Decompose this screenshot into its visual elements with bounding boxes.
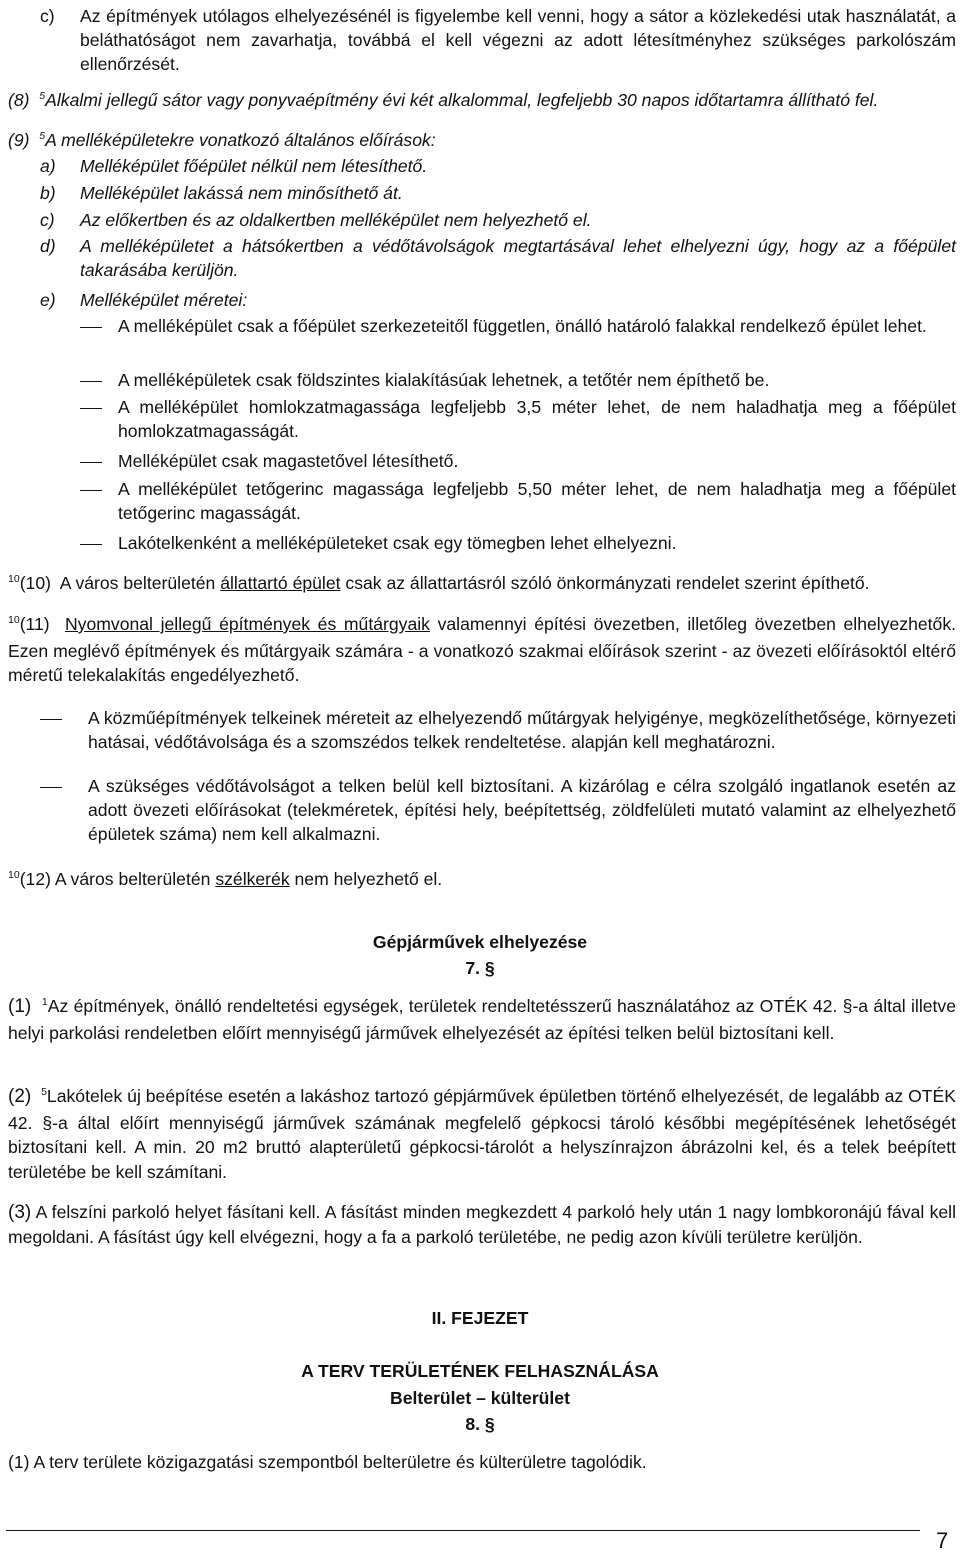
- list-label: b): [40, 183, 56, 203]
- paragraph-text: csak az állattartásról szóló önkormányzati rendelet szerint építhető.: [340, 573, 870, 593]
- chapter-heading: A TERV TERÜLETÉNEK FELHASZNÁLÁSA: [301, 1361, 659, 1381]
- dash-bullet: [80, 490, 102, 491]
- list-item: A szükséges védőtávolságot a telken belül kell biztosítani. A kizárólag e célra szolgáló ingatlanok esetén az adott övezeti előírásokat (telekméretek, építési hely, beépítettség, zöldfelületi mutató valamint az elhelyezhető épületek száma) nem kell alkalmazni.: [88, 776, 956, 845]
- paragraph-number: (3): [8, 1202, 32, 1223]
- paragraph-number: (1): [8, 996, 32, 1017]
- paragraph-text: A város belterületén: [59, 573, 221, 593]
- list-item: A közműépítmények telkeinek méreteit az elhelyezendő műtárgyak helyigénye, megközelíthetősége, környezeti hatásai, védőtávolsága és a szomszédos telkek rendeltetése. alapján kell meghatározni.: [88, 708, 956, 753]
- dash-bullet: [80, 327, 102, 328]
- paragraph-text: A terv területe közigazgatási szempontból belterületre és külterületre tagolódik.: [33, 1452, 647, 1472]
- dash-bullet: [80, 462, 102, 463]
- paragraph-10: [8, 571, 958, 598]
- paragraph-12: [8, 867, 958, 894]
- section-title: Gépjárművek elhelyezése: [372, 932, 588, 952]
- paragraph-text: Lakótelek új beépítése esetén a lakáshoz tartozó gépjárművek épületben történő elhelyezését, de legalább az OTÉK 42. §-a által előírt mennyiségű járművek számának megfelelő gépkocsi tároló későbbi megépítésének lehetőségét biztosítani kell. A min. 20 m2 bruttó alapterületű gépkocsi-tárolót a helyszínrajzon ábrázolni kel, és a telek beépített területébe be kell számítani.: [8, 1086, 956, 1182]
- dash-bullet: [80, 544, 102, 545]
- list-item: Melléképület lakássá nem minősíthető át.: [80, 183, 403, 203]
- section-7-paragraph-1: [8, 994, 956, 1045]
- paragraph-text: A felszíni parkoló helyet fásítani kell. A fásítást minden megkezdett 4 parkoló hely után 1 nagy lombkoronájú fával kell megoldani. A fásítást úgy kell elvégezni, hogy a fa a parkoló területébe, ne pedig azon kívüli területre kerüljön.: [8, 1202, 956, 1248]
- page-number: 7: [936, 1528, 949, 1553]
- chapter-title: II. FEJEZET: [431, 1308, 529, 1328]
- list-item: A melléképületek csak földszintes kialakításúak lehetnek, a tetőtér nem építhető be.: [118, 370, 770, 390]
- paragraph-text: Az építmények, önálló rendeltetési egységek, területek rendeltetésszerű használatához az OTÉK 42. §-a által illetve helyi parkolási rendeletben előírt mennyiségű járművek elhelyezését az építési telken belül biztosítani kell.: [8, 996, 956, 1044]
- list-label: e): [40, 290, 56, 310]
- footnote-ref: 5: [41, 1086, 47, 1098]
- paragraph-number: (1): [8, 1452, 30, 1472]
- paragraph-text: Az építmények utólagos elhelyezésénél is figyelembe kell venni, hogy a sátor a közlekedési utak használatát, a beláthatóságot nem zavarhatja, továbbá el kell végezni az adott létesítményhez szükséges parkolószám ellenőrzését.: [80, 6, 956, 75]
- list-item: Lakótelkenként a melléképületeket csak egy tömegben lehet elhelyezni.: [118, 533, 677, 553]
- section-title: Belterület – külterület: [390, 1388, 570, 1408]
- dash-bullet: [80, 381, 102, 382]
- paragraph-number: (11): [19, 614, 50, 634]
- footnote-ref: 5: [39, 90, 46, 102]
- list-label: c): [40, 6, 55, 26]
- section-7-paragraph-2: [8, 1084, 956, 1184]
- footnote-ref: 10: [8, 573, 20, 585]
- list-item: A melléképület csak a főépület szerkezeteitől független, önálló határoló falakkal rendelkező épület lehet.: [118, 316, 927, 336]
- section-number: 7. §: [465, 958, 495, 978]
- list-item: A melléképület tetőgerinc magassága legfeljebb 5,50 méter lehet, de nem haladhatja meg a főépület tetőgerinc magasságát.: [118, 479, 956, 524]
- paragraph-8: [8, 88, 958, 115]
- footer-divider: [6, 1530, 920, 1531]
- paragraph-number: (2): [8, 1086, 32, 1107]
- footnote-ref: 10: [8, 869, 20, 881]
- dash-bullet: [40, 719, 62, 720]
- list-label: c): [40, 210, 55, 230]
- defined-term-link[interactable]: állattartó épület: [220, 573, 341, 593]
- footnote-ref: 10: [8, 614, 20, 626]
- paragraph-text: nem helyezhető el.: [289, 869, 443, 889]
- footnote-ref: 5: [39, 130, 46, 142]
- dash-bullet: [80, 408, 102, 409]
- list-label: a): [40, 156, 56, 176]
- paragraph-text: A melléképületekre vonatkozó általános előírások:: [45, 130, 436, 150]
- paragraph-11: [8, 612, 956, 688]
- paragraph-number: (8): [8, 90, 30, 110]
- paragraph-number: (12): [19, 869, 51, 889]
- defined-term-link[interactable]: szélkerék: [215, 869, 290, 889]
- section-number: 8. §: [465, 1414, 495, 1434]
- dash-bullet: [40, 787, 62, 788]
- paragraph-text: Alkalmi jellegű sátor vagy ponyvaépítmény évi két alkalommal, legfeljebb 30 napos időtartamra állítható fel.: [45, 90, 879, 110]
- list-item: Az előkertben és az oldalkertben melléképület nem helyezhető el.: [80, 210, 592, 230]
- list-item: Melléképület méretei:: [80, 290, 248, 310]
- paragraph-text: valamennyi építési övezetben, illetőleg övezetben elhelyezhetők. Ezen meglévő építmények és műtárgyaik számára - a vonatkozó szakmai előírások szerint - az övezeti előírásoktól eltérő méretű telekalakítás engedélyezhető.: [8, 614, 957, 686]
- paragraph-number: (10): [19, 573, 51, 593]
- list-item: A melléképületet a hátsókertben a védőtávolságok megtartásával lehet elhelyezni úgy, hogy az a főépület takarásába kerüljön.: [80, 236, 956, 281]
- section-7-paragraph-3: [8, 1200, 956, 1249]
- list-item: Melléképület főépület nélkül nem létesíthető.: [80, 156, 428, 176]
- paragraph-number: (9): [8, 130, 30, 150]
- footnote-ref: 1: [41, 996, 48, 1008]
- paragraph-text: A város belterületén: [54, 869, 216, 889]
- section-8-paragraph-1: [8, 1450, 956, 1474]
- defined-term-link[interactable]: Nyomvonal jellegű építmények és műtárgyaik: [64, 614, 430, 634]
- list-label: d): [40, 236, 56, 256]
- list-item: Melléképület csak magastetővel létesíthető.: [118, 451, 459, 471]
- paragraph-9: [8, 128, 958, 155]
- list-item: A melléképület homlokzatmagassága legfeljebb 3,5 méter lehet, de nem haladhatja meg a főépület homlokzatmagasságát.: [118, 397, 956, 442]
